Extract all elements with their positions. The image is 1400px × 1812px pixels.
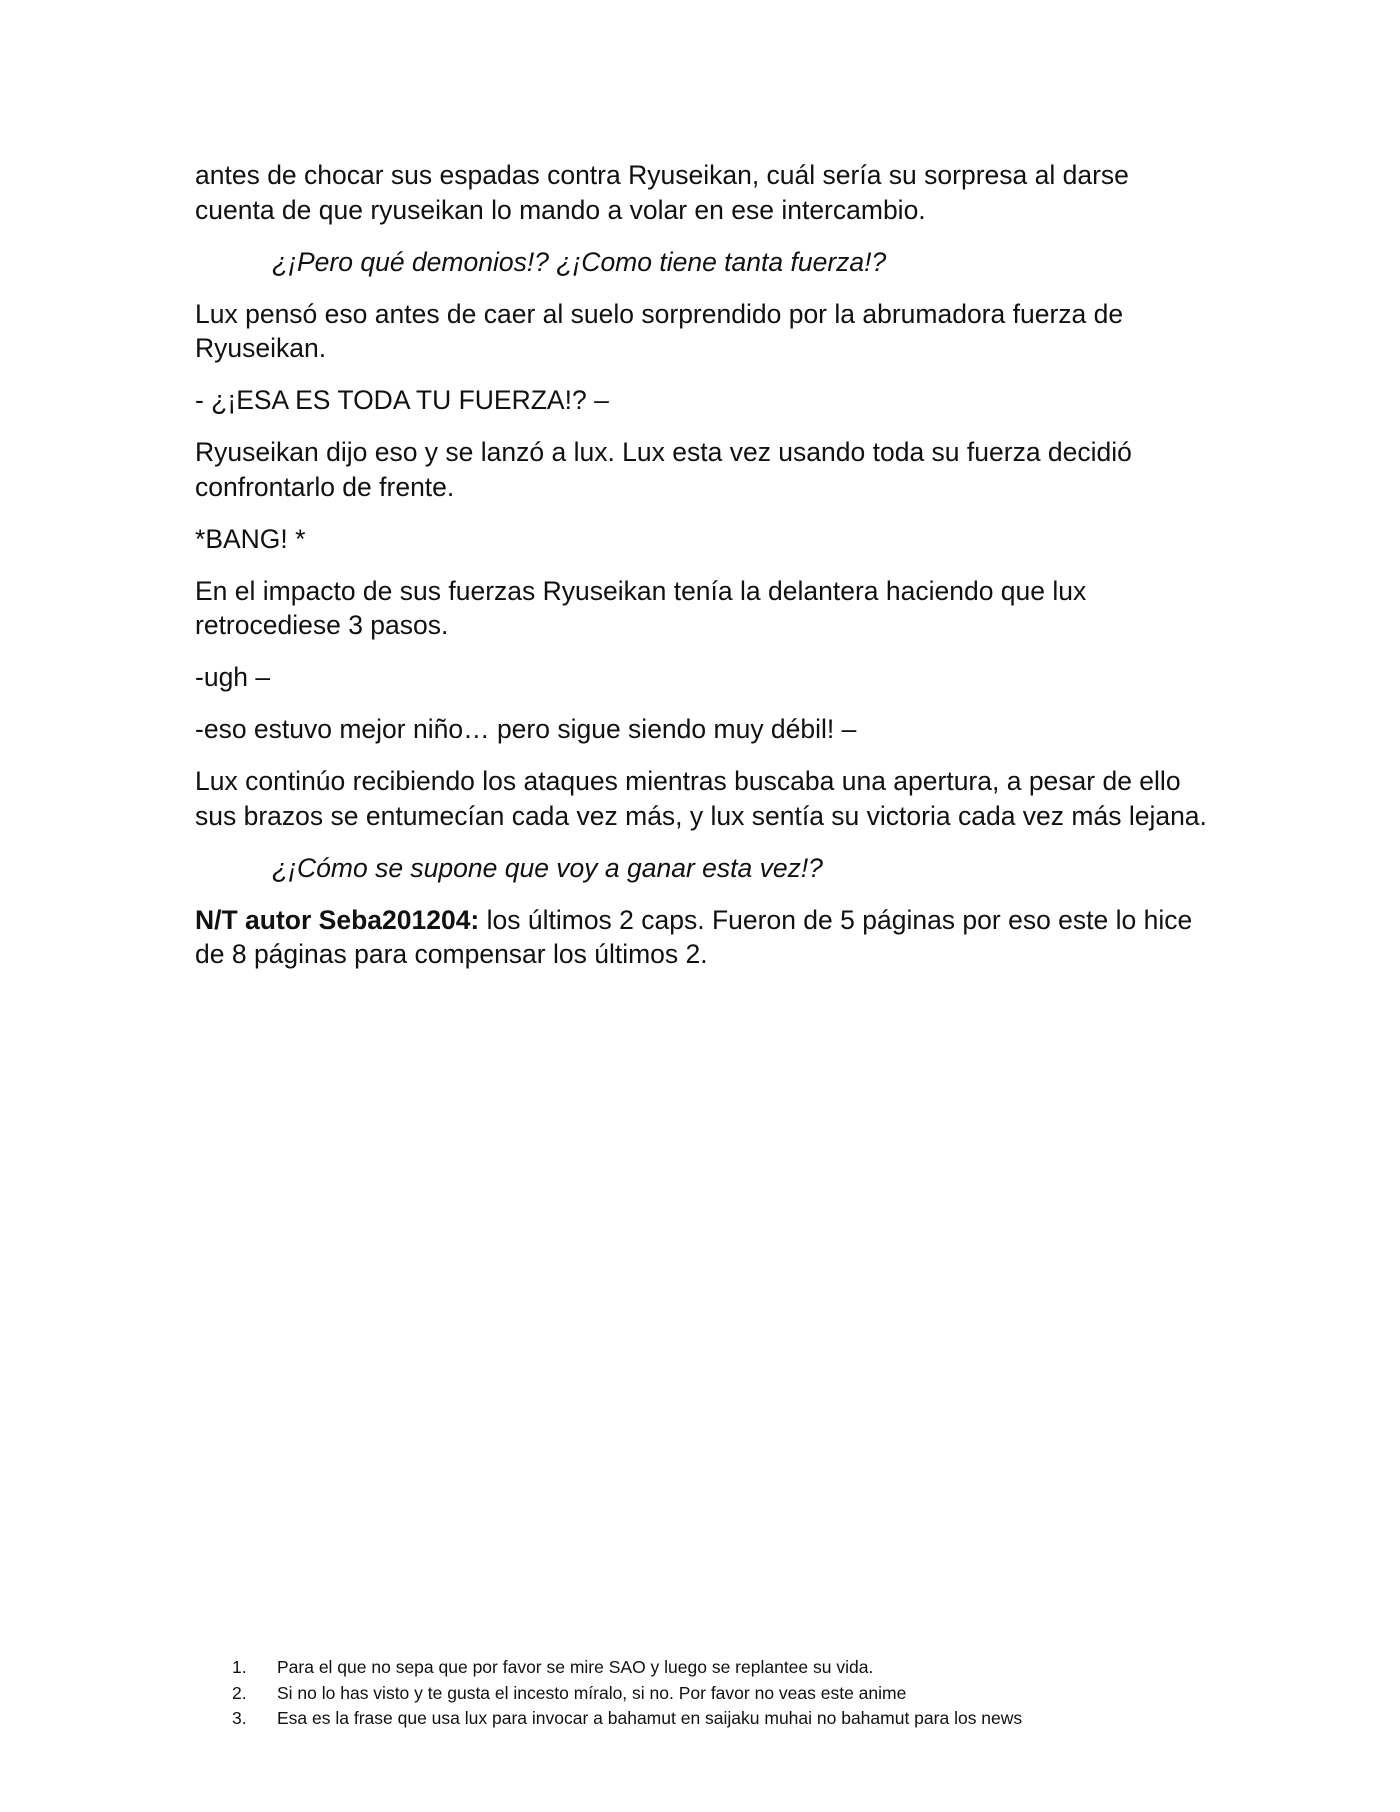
footnote-item xyxy=(232,1655,1232,1681)
author-note-text: los últimos 2 caps. Fueron de 5 páginas por eso este lo hice de 8 páginas para compensar los últimos 2. xyxy=(195,904,1193,969)
footnote-text: Si no lo has visto y te gusta el incesto míralo, si no. Por favor no veas este anime xyxy=(277,1682,907,1703)
paragraph: Lux pensó eso antes de caer al suelo sorprendido por la abrumadora fuerza de Ryuseikan. xyxy=(195,298,1124,363)
footnote-text: Esa es la frase que usa lux para invocar a bahamut en saijaku muhai no bahamut para los news xyxy=(277,1708,1023,1728)
italic-thought: ¿¡Cómo se supone que voy a ganar esta vez!? xyxy=(272,852,823,883)
footnotes-list xyxy=(232,1655,1232,1732)
italic-thought: ¿¡Pero qué demonios!? ¿¡Como tiene tanta fuerza!? xyxy=(272,246,887,277)
sound-effect: *BANG! * xyxy=(195,523,306,554)
footnote-number: 3. xyxy=(232,1708,247,1728)
paragraph: En el impacto de sus fuerzas Ryuseikan tenía la delantera haciendo que lux retrocediese 3 pasos. xyxy=(195,575,1087,640)
footnote-text: Para el que no sepa que por favor se mire SAO y luego se replantee su vida. xyxy=(277,1657,874,1677)
footnote-number: 1. xyxy=(232,1657,247,1677)
paragraph: antes de chocar sus espadas contra Ryuseikan, cuál sería su sorpresa al darse cuenta de que ryuseikan lo mando a volar en ese intercambio. xyxy=(195,160,1129,225)
story-body xyxy=(195,158,1215,989)
author-note-label: N/T autor Seba201204: xyxy=(195,904,480,935)
paragraph: Ryuseikan dijo eso y se lanzó a lux. Lux esta vez usando toda su fuerza decidió confrontarlo de frente. xyxy=(195,437,1132,502)
footnote-item xyxy=(232,1681,1232,1707)
footnote-number: 2. xyxy=(232,1682,247,1703)
paragraph: Lux continúo recibiendo los ataques mientras buscaba una apertura, a pesar de ello sus brazos se entumecían cada vez más, y lux sentía su victoria cada vez más lejana. xyxy=(195,766,1207,831)
dialogue-line: -ugh – xyxy=(195,662,271,692)
dialogue-line: - ¿¡ESA ES TODA TU FUERZA!? – xyxy=(195,385,609,415)
author-note xyxy=(195,903,1215,972)
footnote-item xyxy=(232,1706,1232,1732)
dialogue-line: -eso estuvo mejor niño… pero sigue siendo muy débil! – xyxy=(195,714,857,744)
